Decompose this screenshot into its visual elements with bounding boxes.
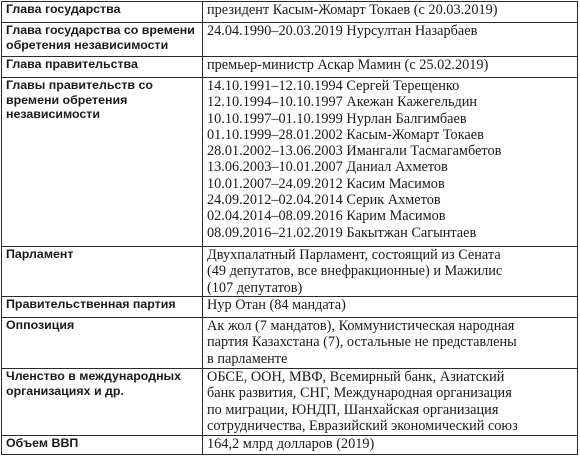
row-label-head-of-state-since-independence: Глава государства со времени обретения независимости bbox=[2, 23, 203, 57]
row-label-parliament: Парламент bbox=[2, 247, 203, 297]
row-value-head-of-government: премьер-министр Аскар Мамин (с 25.02.2019) bbox=[203, 57, 578, 78]
value-line: по миграции, ЮНДП, Шанхайская организация bbox=[207, 401, 499, 418]
row-label-head-of-government: Глава правительства bbox=[2, 57, 203, 78]
value-line: ОБСЕ, ООН, МВФ, Всемирный банк, Азиатский bbox=[207, 369, 505, 385]
table-row bbox=[2, 23, 578, 57]
value-line: сотрудничества, Евразийский экономический союз bbox=[207, 417, 518, 434]
row-value-head-of-state-since-independence: 24.04.1990–20.03.2019 Нурсултан Назарбаев bbox=[203, 23, 578, 57]
row-value-opposition bbox=[203, 318, 578, 369]
row-value-international-membership bbox=[203, 369, 578, 436]
table-row bbox=[2, 78, 578, 247]
row-label-ruling-party: Правительственная партия bbox=[2, 297, 203, 318]
row-value-ruling-party: Нур Отан (84 мандата) bbox=[203, 297, 578, 318]
list-item: 14.10.1991–12.10.1994 Сергей Терещенко bbox=[207, 78, 460, 94]
value-line: банк развития, СНГ, Международная организация bbox=[207, 385, 512, 402]
row-label-opposition: Оппозиция bbox=[2, 318, 203, 369]
value-line: Ак жол (7 мандатов), Коммунистическая народная bbox=[207, 318, 515, 334]
list-item: 08.09.2016–21.02.2019 Бакытжан Сагынтаев bbox=[207, 224, 477, 241]
table-row bbox=[2, 318, 578, 369]
value-line: (107 депутатов) bbox=[207, 279, 303, 296]
list-item: 10.10.1997–01.10.1999 Нурлан Балгимбаев bbox=[207, 110, 467, 127]
value-line: в парламенте bbox=[207, 350, 288, 367]
row-label-head-of-state: Глава государства bbox=[2, 2, 203, 23]
table-row bbox=[2, 247, 578, 297]
table-row bbox=[2, 369, 578, 436]
list-item: 12.10.1994–10.10.1997 Акежан Кажегельдин bbox=[207, 94, 478, 111]
row-value-heads-of-government-list bbox=[203, 78, 578, 247]
value-line: (49 депутатов, все внефракционные) и Мажилис bbox=[207, 263, 503, 280]
list-item: 10.01.2007–24.09.2012 Касим Масимов bbox=[207, 175, 445, 192]
row-label-gdp: Объем ВВП bbox=[2, 436, 203, 455]
row-value-gdp: 164,2 млрд долларов (2019) bbox=[203, 436, 578, 455]
list-item: 13.06.2003–10.01.2007 Даниал Ахметов bbox=[207, 159, 448, 176]
table-row bbox=[2, 297, 578, 318]
value-line: партия Казахстана (7), остальные не представлены bbox=[207, 334, 517, 351]
list-item: 24.09.2012–02.04.2014 Серик Ахметов bbox=[207, 192, 441, 209]
value-line: Двухпалатный Парламент, состоящий из Сената bbox=[207, 247, 501, 263]
row-value-parliament bbox=[203, 247, 578, 297]
table-row bbox=[2, 436, 578, 455]
row-label-heads-of-government-since-independence: Главы правительств со времени обретения независимости bbox=[2, 78, 203, 247]
table-row bbox=[2, 57, 578, 78]
country-info-table bbox=[1, 1, 578, 455]
list-item: 01.10.1999–28.01.2002 Касым-Жомарт Токаев bbox=[207, 126, 484, 143]
list-item: 02.04.2014–08.09.2016 Карим Масимов bbox=[207, 208, 446, 225]
table-row bbox=[2, 2, 578, 23]
row-value-head-of-state: президент Касым-Жомарт Токаев (с 20.03.2019) bbox=[203, 2, 578, 23]
row-label-international-membership: Членство в международных организациях и др. bbox=[2, 369, 203, 436]
list-item: 28.01.2002–13.06.2003 Имангали Тасмагамбетов bbox=[207, 143, 502, 160]
